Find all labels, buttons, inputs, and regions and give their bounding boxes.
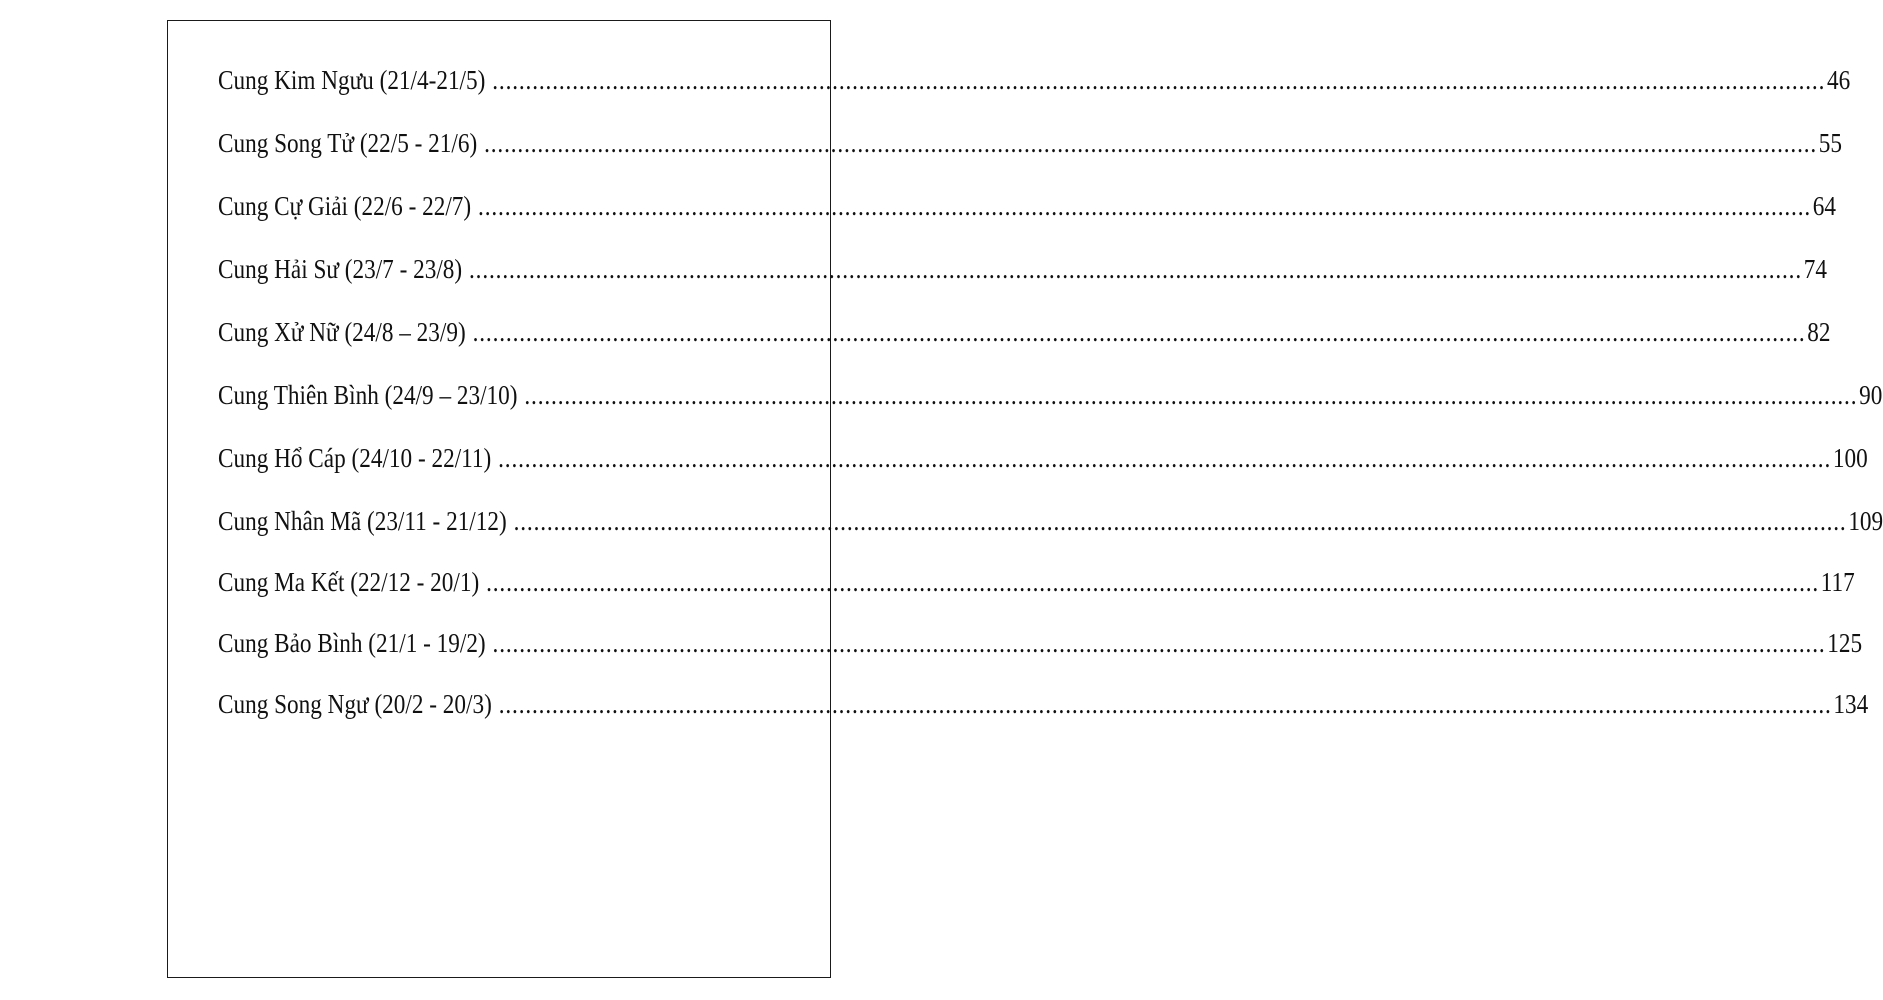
- dot-leader: ........................................................................................................................................................................................................: [513, 506, 1847, 536]
- toc-entry-title: Cung Song Ngư (20/2 - 20/3): [218, 689, 492, 719]
- toc-entry[interactable]: [218, 443, 1868, 473]
- toc-entry-title: Cung Cự Giải (22/6 - 22/7): [218, 191, 472, 221]
- toc-entry[interactable]: [218, 128, 1843, 158]
- toc-entry-page: 117: [1820, 567, 1855, 597]
- toc-entry-title: Cung Bảo Bình (21/1 - 19/2): [218, 628, 486, 658]
- toc-entry-page: 82: [1807, 317, 1831, 347]
- toc-entry-title: Cung Song Tử (22/5 - 21/6): [218, 128, 478, 158]
- toc-entry-page: 55: [1818, 128, 1843, 158]
- toc-entry-title: Cung Nhân Mã (23/11 - 21/12): [218, 506, 507, 536]
- dot-leader: ........................................................................................................................................................................................................: [478, 191, 1812, 221]
- toc-entry-title: Cung Hổ Cáp (24/10 - 22/11): [218, 443, 492, 473]
- toc-entry-page: 100: [1832, 443, 1868, 473]
- toc-entry[interactable]: [218, 65, 1851, 95]
- document-page: [167, 20, 1883, 978]
- dot-leader: ........................................................................................................................................................................................................: [484, 128, 1818, 158]
- toc-entry-page: 46: [1826, 65, 1851, 95]
- toc-entry-page: 109: [1848, 506, 1883, 536]
- dot-leader: ........................................................................................................................................................................................................: [498, 443, 1832, 473]
- dot-leader: ........................................................................................................................................................................................................: [498, 689, 1832, 719]
- toc-entry[interactable]: [218, 628, 1863, 658]
- table-of-contents: [168, 21, 1883, 977]
- toc-entry-page: 90: [1859, 380, 1883, 410]
- toc-entry[interactable]: [218, 380, 1883, 410]
- toc-entry-page: 74: [1803, 254, 1827, 284]
- toc-entry[interactable]: [218, 254, 1827, 284]
- dot-leader: ........................................................................................................................................................................................................: [492, 65, 1826, 95]
- toc-entry[interactable]: [218, 317, 1831, 347]
- toc-entry-title: Cung Xử Nữ (24/8 – 23/9): [218, 317, 466, 347]
- toc-entry[interactable]: [218, 567, 1855, 597]
- toc-entry[interactable]: [218, 191, 1836, 221]
- dot-leader: ........................................................................................................................................................................................................: [486, 567, 1820, 597]
- toc-entry-title: Cung Thiên Bình (24/9 – 23/10): [218, 380, 518, 410]
- toc-entry[interactable]: [218, 506, 1883, 536]
- dot-leader: ........................................................................................................................................................................................................: [469, 254, 1803, 284]
- dot-leader: ........................................................................................................................................................................................................: [472, 317, 1806, 347]
- dot-leader: ........................................................................................................................................................................................................: [524, 380, 1858, 410]
- toc-entry-page: 64: [1812, 191, 1836, 221]
- toc-entry-title: Cung Ma Kết (22/12 - 20/1): [218, 567, 480, 597]
- toc-entry-title: Cung Kim Ngưu (21/4-21/5): [218, 65, 486, 95]
- toc-entry-page: 125: [1827, 628, 1863, 658]
- dot-leader: ........................................................................................................................................................................................................: [492, 628, 1826, 658]
- toc-entry[interactable]: [218, 689, 1869, 719]
- toc-entry-page: 134: [1833, 689, 1869, 719]
- toc-entry-title: Cung Hải Sư (23/7 - 23/8): [218, 254, 463, 284]
